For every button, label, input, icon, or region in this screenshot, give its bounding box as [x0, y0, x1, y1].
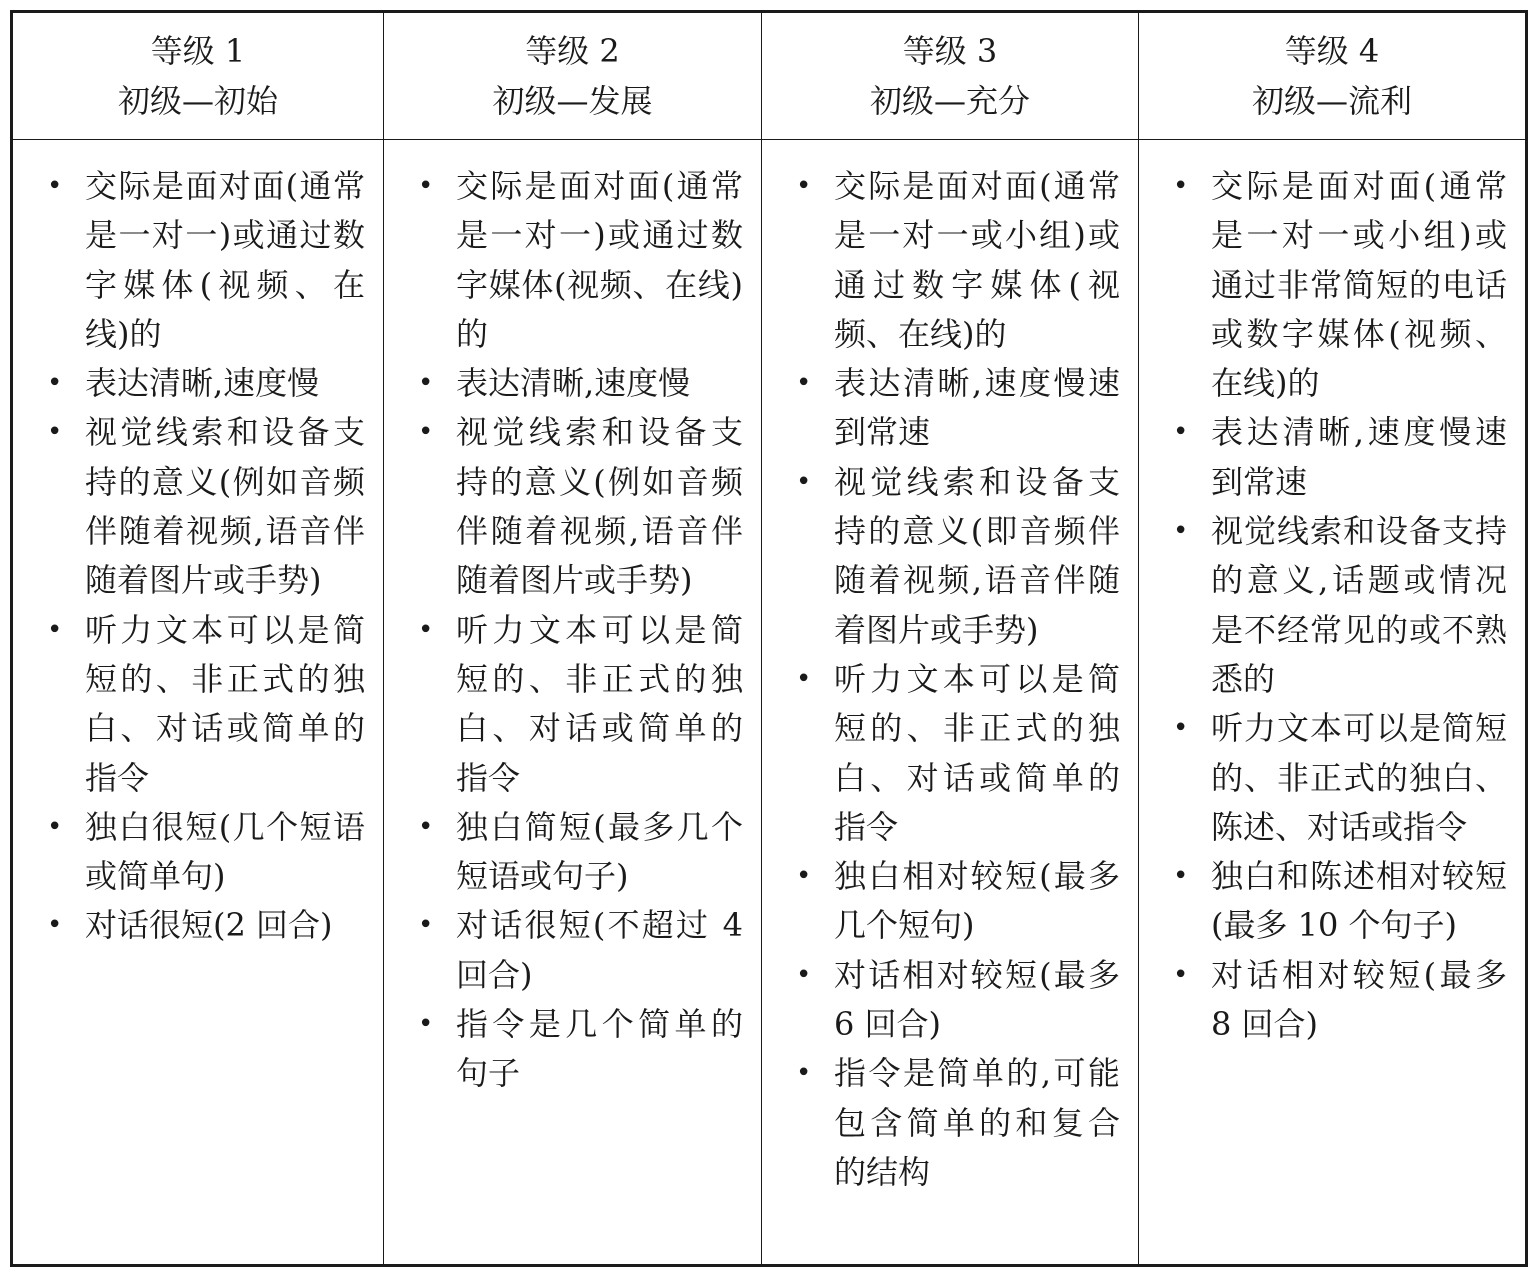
list-item: • 对话很短(不超过 4 回合)	[412, 901, 743, 1000]
header-row	[12, 12, 1527, 140]
stage-title: 初级—发展	[492, 82, 653, 120]
stage-title: 初级—流利	[1251, 82, 1412, 120]
list-item: • 听力文本可以是简短的、非正式的独白、对话或简单的指令	[790, 655, 1120, 852]
list-item: • 对话很短(2 回合)	[41, 901, 365, 950]
list-item: • 交际是面对面(通常是一对一)或通过数字媒体(视频、在线)的	[412, 162, 743, 359]
list-item: • 表达清晰,速度慢	[41, 359, 365, 408]
column-header-level-1	[12, 12, 384, 140]
list-item: • 独白很短(几个短语或简单句)	[41, 803, 365, 902]
level-3-list	[790, 162, 1120, 1197]
level-1-list	[41, 162, 365, 951]
level-title: 等级 4	[1284, 32, 1380, 70]
level-title: 等级 2	[525, 32, 620, 70]
list-item: • 交际是面对面(通常是一对一或小组)或通过非常简短的电话或数字媒体(视频、在线)的	[1167, 162, 1507, 408]
list-item: • 视觉线索和设备支持的意义(即音频伴随着视频,语音伴随着图片或手势)	[790, 458, 1120, 655]
column-header-level-4	[1139, 12, 1527, 140]
level-4-list	[1167, 162, 1507, 1049]
level-2-list	[412, 162, 743, 1099]
list-item: • 对话相对较短(最多 8 回合)	[1167, 951, 1507, 1050]
list-item: • 指令是几个简单的句子	[412, 1000, 743, 1099]
level-title: 等级 3	[902, 32, 998, 70]
level-2-cell	[384, 140, 762, 1266]
list-item: • 听力文本可以是简短的、非正式的独白、陈述、对话或指令	[1167, 704, 1507, 852]
list-item: • 视觉线索和设备支持的意义(例如音频伴随着视频,语音伴随着图片或手势)	[412, 408, 743, 605]
list-item: • 表达清晰,速度慢速到常速	[1167, 408, 1507, 507]
list-item: • 交际是面对面(通常是一对一)或通过数字媒体(视频、在线)的	[41, 162, 365, 359]
level-title: 等级 1	[150, 32, 246, 70]
list-item: • 指令是简单的,可能包含简单的和复合的结构	[790, 1049, 1120, 1197]
level-1-cell	[12, 140, 384, 1266]
list-item: • 交际是面对面(通常是一对一或小组)或通过数字媒体(视频、在线)的	[790, 162, 1120, 359]
list-item: • 对话相对较短(最多 6 回合)	[790, 951, 1120, 1050]
list-item: • 视觉线索和设备支持的意义,话题或情况是不经常见的或不熟悉的	[1167, 507, 1507, 704]
list-item: • 表达清晰,速度慢速到常速	[790, 359, 1120, 458]
content-row	[12, 140, 1527, 1266]
list-item: • 视觉线索和设备支持的意义(例如音频伴随着视频,语音伴随着图片或手势)	[41, 408, 365, 605]
level-table	[10, 10, 1528, 1267]
list-item: • 独白简短(最多几个短语或句子)	[412, 803, 743, 902]
list-item: • 表达清晰,速度慢	[412, 359, 743, 408]
column-header-level-2	[384, 12, 762, 140]
stage-title: 初级—初始	[117, 82, 278, 120]
level-4-cell	[1139, 140, 1527, 1266]
stage-title: 初级—充分	[869, 82, 1030, 120]
list-item: • 听力文本可以是简短的、非正式的独白、对话或简单的指令	[41, 606, 365, 803]
list-item: • 独白相对较短(最多几个短句)	[790, 852, 1120, 951]
list-item: • 独白和陈述相对较短(最多 10 个句子)	[1167, 852, 1507, 951]
column-header-level-3	[762, 12, 1139, 140]
level-3-cell	[762, 140, 1139, 1266]
list-item: • 听力文本可以是简短的、非正式的独白、对话或简单的指令	[412, 606, 743, 803]
